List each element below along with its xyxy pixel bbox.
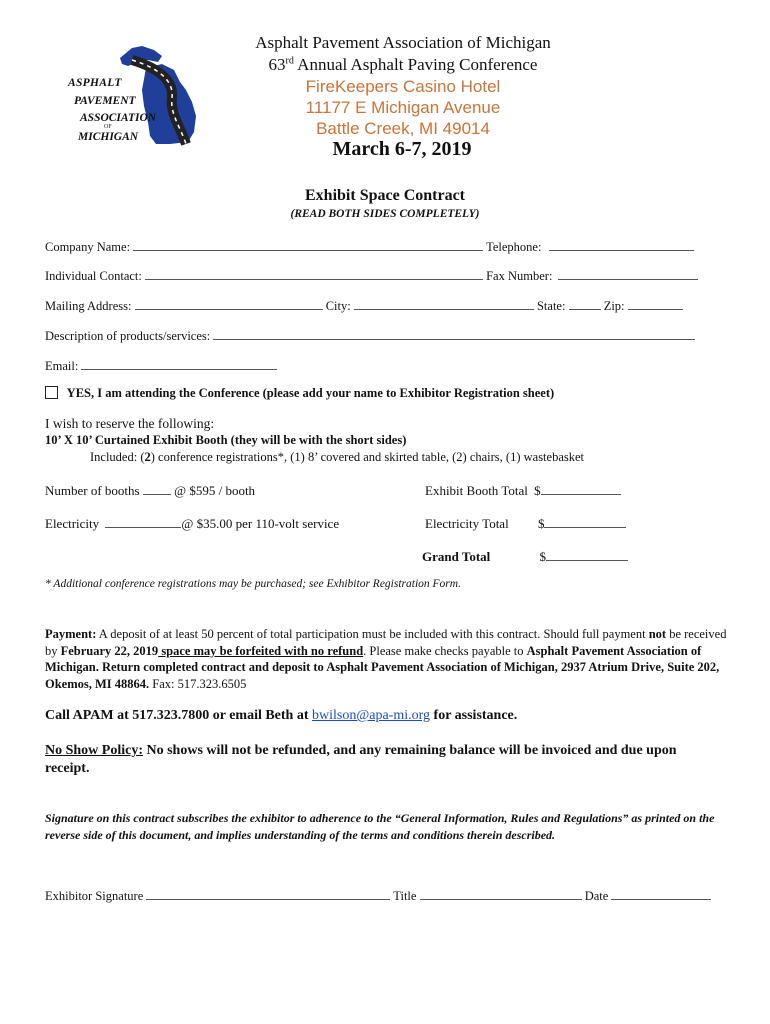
number-booths-row bbox=[45, 482, 255, 499]
attending-checkbox[interactable] bbox=[45, 386, 58, 399]
individual-contact-label: Individual Contact: bbox=[45, 269, 142, 283]
exhibitor-signature-field[interactable] bbox=[146, 887, 390, 900]
exhibitor-signature-label: Exhibitor Signature bbox=[45, 889, 144, 903]
mailing-address-label: Mailing Address: bbox=[45, 299, 132, 313]
electricity-total-field[interactable] bbox=[544, 515, 626, 528]
booth-total-label: Exhibit Booth Total bbox=[425, 483, 528, 498]
venue-street: 11177 E Michigan Avenue bbox=[305, 98, 501, 117]
title-label: Title bbox=[393, 889, 417, 903]
city-field[interactable] bbox=[354, 297, 534, 310]
electricity-total-row: Electricity Total $ bbox=[425, 515, 626, 532]
venue-city: Battle Creek, MI 49014 bbox=[316, 119, 490, 138]
description-field[interactable] bbox=[213, 327, 695, 340]
date-label: Date bbox=[584, 889, 609, 903]
zip-label: Zip: bbox=[603, 299, 625, 313]
email-row bbox=[45, 357, 277, 374]
no-show-policy: No Show Policy: No shows will not be refunded, and any remaining balance will be invoiced and due upon receipt. bbox=[45, 743, 677, 776]
electricity-label: Electricity bbox=[45, 516, 100, 531]
conference-dates: March 6-7, 2019 bbox=[332, 138, 472, 160]
reserve-intro: I wish to reserve the following: bbox=[45, 416, 215, 431]
signature-note: Signature on this contract subscribes the exhibitor to adherence to the “General Information, Rules and Regulations” as printed on the reverse side of this document, and implies understanding of the terms and conditions therein described. bbox=[45, 811, 715, 842]
booth-title: 10’ X 10’ Curtained Exhibit Booth (they will be with the short sides) bbox=[45, 433, 407, 447]
telephone-field[interactable] bbox=[549, 238, 694, 251]
org-name: Asphalt Pavement Association of Michigan bbox=[255, 33, 551, 52]
contact-row bbox=[45, 267, 698, 284]
electricity-row bbox=[45, 515, 339, 532]
company-name-label: Company Name: bbox=[45, 240, 131, 254]
registration-footnote: * Additional conference registrations may be purchased; see Exhibitor Registration Form. bbox=[45, 578, 461, 590]
apam-logo bbox=[62, 40, 212, 150]
conference-name: 63rd Annual Asphalt Paving Conference bbox=[268, 55, 538, 74]
number-booths-field[interactable] bbox=[143, 482, 171, 495]
electricity-price: @ $35.00 per 110-volt service bbox=[181, 516, 340, 531]
booth-included: Included: (2) conference registrations*, (1) 8’ covered and skirted table, (2) chairs, (1) wastebasket bbox=[90, 450, 585, 464]
telephone-label: Telephone: bbox=[486, 240, 542, 254]
venue-name: FireKeepers Casino Hotel bbox=[305, 77, 501, 96]
signature-row bbox=[45, 887, 711, 904]
logo-text-michigan: MICHIGAN bbox=[78, 131, 139, 143]
date-field[interactable] bbox=[611, 887, 711, 900]
company-row bbox=[45, 238, 694, 255]
attending-label: YES, I am attending the Conference (please add your name to Exhibitor Registration sheet) bbox=[66, 386, 555, 400]
email-field[interactable] bbox=[81, 357, 277, 370]
grand-total-row: Grand Total $ bbox=[422, 548, 628, 565]
title-field[interactable] bbox=[420, 887, 582, 900]
electricity-field[interactable] bbox=[105, 515, 181, 528]
number-booths-label: Number of booths bbox=[45, 483, 140, 498]
description-label: Description of products/services: bbox=[45, 329, 211, 343]
mailing-address-field[interactable] bbox=[135, 297, 323, 310]
logo-text-association: ASSOCIATION bbox=[80, 112, 157, 124]
grand-total-field[interactable] bbox=[546, 548, 628, 561]
email-label: Email: bbox=[45, 359, 79, 373]
zip-field[interactable] bbox=[628, 297, 683, 310]
logo-text-pavement: PAVEMENT bbox=[74, 95, 136, 107]
contract-title: Exhibit Space Contract bbox=[305, 187, 465, 204]
fax-number-field[interactable] bbox=[558, 267, 698, 280]
call-line: Call APAM at 517.323.7800 or email Beth at bwilson@apa-mi.org for assistance. bbox=[45, 708, 518, 723]
state-label: State: bbox=[536, 299, 566, 313]
payment-paragraph: Payment: A deposit of at least 50 percent of total participation must be included with this contract. Should full payment not be received by February 22, 2019 space may be forfeited with no refund. Please make checks payable to Asphalt Pavement Association of Michigan. Return completed contract and deposit to Asphalt Pavement Association of Michigan, 2937 Atrium Drive, Suite 202, Okemos, MI 48864. Fax: 517.323.6505 bbox=[45, 627, 727, 691]
electricity-total-label: Electricity Total bbox=[425, 516, 509, 531]
fax-number-label: Fax Number: bbox=[486, 269, 553, 283]
booth-total-field[interactable] bbox=[541, 482, 621, 495]
contract-subtitle: (READ BOTH SIDES COMPLETELY) bbox=[290, 208, 480, 220]
address-row bbox=[45, 297, 683, 314]
logo-text-asphalt: ASPHALT bbox=[68, 77, 122, 89]
state-field[interactable] bbox=[569, 297, 601, 310]
grand-total-label: Grand Total bbox=[422, 549, 491, 564]
booth-total-row: Exhibit Booth Total $ bbox=[425, 482, 621, 499]
booth-price: @ $595 / booth bbox=[174, 483, 256, 498]
attending-row bbox=[45, 386, 554, 401]
individual-contact-field[interactable] bbox=[145, 267, 483, 280]
company-name-field[interactable] bbox=[133, 238, 483, 251]
description-row bbox=[45, 327, 695, 344]
logo-text-of: OF bbox=[104, 124, 112, 130]
city-label: City: bbox=[325, 299, 351, 313]
contact-email-link[interactable]: bwilson@apa-mi.org bbox=[312, 708, 431, 723]
